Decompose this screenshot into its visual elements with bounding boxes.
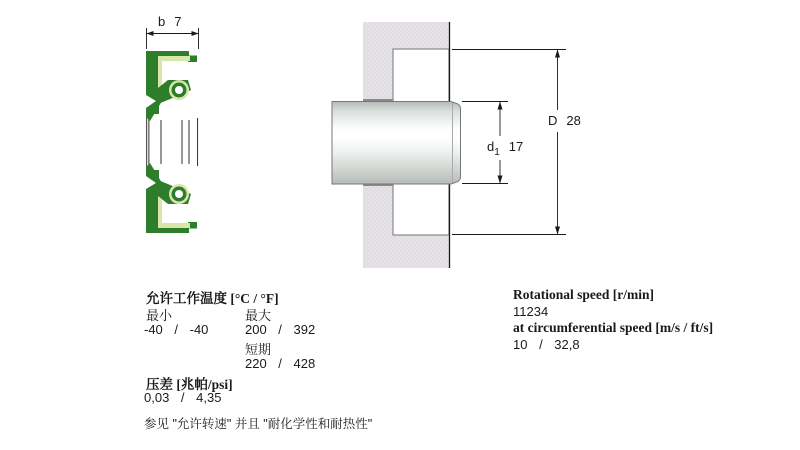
b-symbol: b [158, 14, 166, 29]
b-value: 7 [174, 14, 182, 29]
temperature-short-term-label: 短期 [245, 342, 272, 357]
garter-spring-core [175, 86, 183, 94]
d1-dimension-label [487, 139, 523, 158]
b-dimension-lines [147, 28, 199, 49]
b-dimension-label [158, 14, 181, 29]
seal-upper-half [146, 51, 198, 121]
see-also-footnote: 参见 "允许转速" 并且 "耐化学性和耐热性" [144, 417, 373, 431]
temperature-min-values: -40 / -40 [144, 322, 209, 337]
circumferential-speed-heading: at circumferential speed [m/s / ft/s] [513, 320, 714, 335]
circumferential-speed-values: 10 / 32,8 [513, 337, 580, 352]
temperature-max-label: 最大 [245, 308, 272, 323]
b-arrow-left [147, 31, 154, 36]
rotational-speed-heading: Rotational speed [r/min] [513, 287, 654, 302]
seal-cross-section-drawing [138, 10, 213, 245]
shaft [332, 102, 461, 185]
D-dimension-label [548, 113, 581, 128]
temperature-max-values: 200 / 392 [245, 322, 316, 337]
temperature-heading: 允许工作温度 [°C / °F] [146, 291, 279, 306]
d1-subscript: 1 [494, 147, 500, 158]
mounting-section-drawing [315, 15, 590, 280]
D-arrow-top [555, 50, 560, 58]
d1-value: 17 [508, 139, 524, 154]
D-arrow-bottom [555, 227, 560, 235]
rotational-speed-value: 11234 [513, 304, 549, 319]
d1-arrow-bottom [498, 176, 503, 184]
d1-symbol: d [487, 139, 495, 154]
temperature-short-term-values: 220 / 428 [245, 356, 316, 371]
seal-bore-contour-lines [147, 112, 198, 172]
D-value: 28 [566, 113, 581, 128]
D-symbol: D [548, 113, 558, 128]
pressure-values: 0,03 / 4,35 [144, 390, 222, 405]
d1-arrow-top [498, 102, 503, 110]
seal-lower-half [146, 163, 198, 233]
pressure-heading: 压差 [兆帕/psi] [146, 377, 233, 392]
temperature-min-label: 最小 [146, 308, 173, 323]
b-arrow-right [192, 31, 199, 36]
